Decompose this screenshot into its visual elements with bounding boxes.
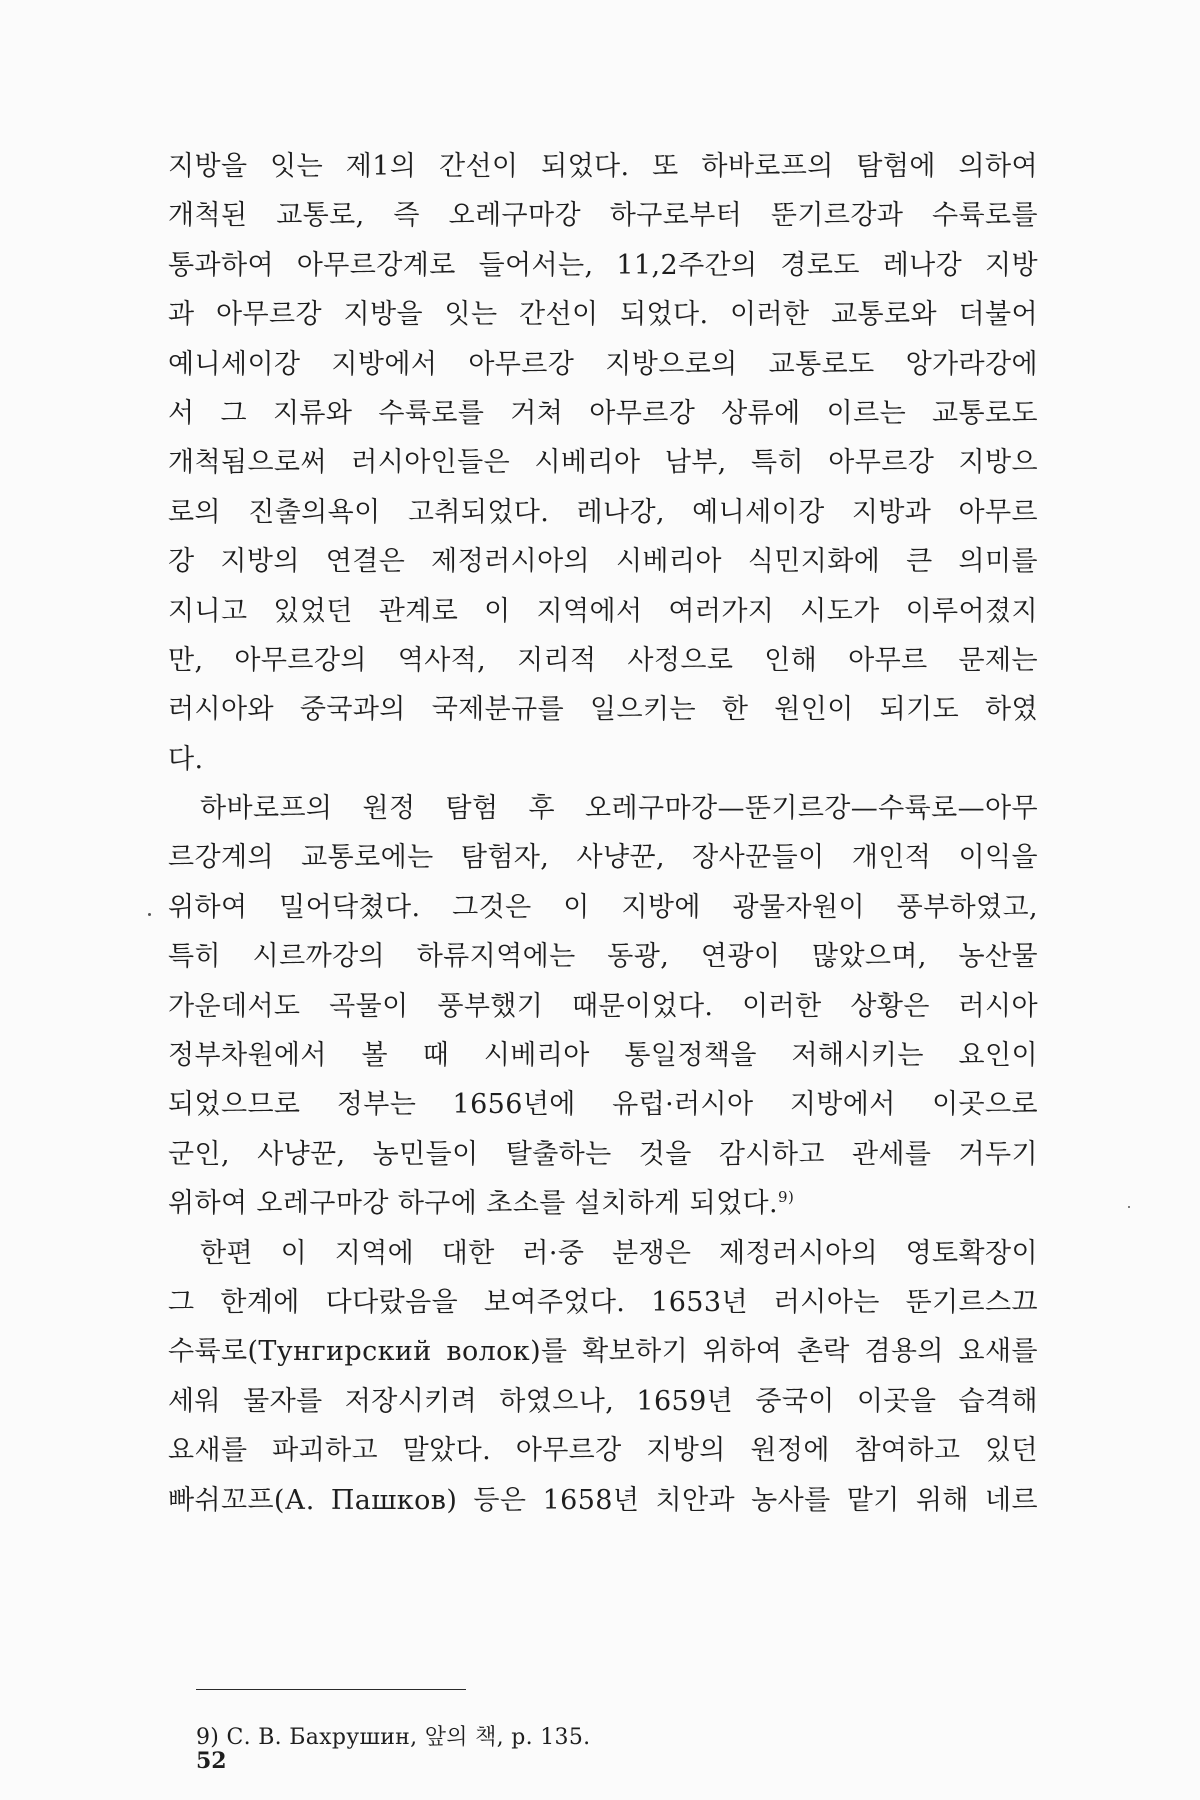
- text-line-with-footnote: [168, 1179, 1038, 1228]
- text-line: 수륙로(Тунгирский волок)를 확보하기 위하여 촌락 겸용의 요새를: [168, 1336, 1038, 1368]
- text-line: 그 한계에 다다랐음을 보여주었다. 1653년 러시아는 뚠기르스끄: [168, 1286, 1038, 1318]
- scan-speck: [148, 913, 151, 916]
- footnote-text: 9) С. В. Бахрушин, 앞의 책, p. 135.: [196, 1725, 591, 1750]
- text-line: 세워 물자를 저장시키려 하였으나, 1659년 중국이 이곳을 습격해: [168, 1385, 1038, 1417]
- text-line: 로의 진출의욕이 고취되었다. 레나강, 예니세이강 지방과 아무르: [168, 496, 1038, 528]
- text-line: 위하여 밀어닥쳤다. 그것은 이 지방에 광물자원이 풍부하였고,: [168, 891, 1038, 923]
- text-line: 과 아무르강 지방을 잇는 간선이 되었다. 이러한 교통로와 더불어: [168, 299, 1038, 331]
- text-line: 개척됨으로써 러시아인들은 시베리아 남부, 특히 아무르강 지방으: [168, 447, 1038, 479]
- text-line: 정부차원에서 볼 때 시베리아 통일정책을 저해시키는 요인이: [168, 1040, 1038, 1072]
- text-line: 위하여 오레구마강 하구에 초소를 설치하게 되었다.: [168, 1188, 779, 1220]
- text-line: 만, 아무르강의 역사적, 지리적 사정으로 인해 아무르 문제는: [168, 644, 1038, 676]
- footnote-reference: 9): [778, 1188, 795, 1207]
- body-text: [168, 142, 1038, 1525]
- text-line: 강 지방의 연결은 제정러시아의 시베리아 식민지화에 큰 의미를: [168, 546, 1038, 578]
- paragraph-start-line: 한편 이 지역에 대한 러·중 분쟁은 제정러시아의 영토확장이: [200, 1237, 1038, 1269]
- text-line: 러시아와 중국과의 국제분규를 일으키는 한 원인이 되기도 하였: [168, 694, 1038, 726]
- text-line: 예니세이강 지방에서 아무르강 지방으로의 교통로도 앙가라강에: [168, 348, 1038, 380]
- text-line: 빠쉬꼬프(А. Пашков) 등은 1658년 치안과 농사를 맡기 위해 네르: [168, 1484, 1038, 1516]
- text-line: 통과하여 아무르강계로 들어서는, 11,2주간의 경로도 레나강 지방: [168, 249, 1038, 281]
- text-line: 특히 시르까강의 하류지역에는 동광, 연광이 많았으며, 농산물: [168, 941, 1038, 973]
- text-line: 지니고 있었던 관계로 이 지역에서 여러가지 시도가 이루어졌지: [168, 595, 1038, 627]
- text-line: 되었으므로 정부는 1656년에 유럽·러시아 지방에서 이곳으로: [168, 1089, 1038, 1121]
- paragraph-start-line: 하바로프의 원정 탐험 후 오레구마강—뚠기르강—수륙로—아무: [200, 793, 1038, 825]
- text-line: 다.: [168, 743, 204, 775]
- text-line: 지방을 잇는 제1의 간선이 되었다. 또 하바로프의 탐험에 의하여: [168, 151, 1038, 182]
- text-line: 가운데서도 곡물이 풍부했기 때문이었다. 이러한 상황은 러시아: [168, 990, 1038, 1022]
- text-line: 르강계의 교통로에는 탐험자, 사냥꾼, 장사꾼들이 개인적 이익을: [168, 842, 1038, 874]
- text-line: 군인, 사냥꾼, 농민들이 탈출하는 것을 감시하고 관세를 거두기: [168, 1138, 1038, 1170]
- scan-speck: [1128, 1206, 1130, 1208]
- text-line: 서 그 지류와 수륙로를 거쳐 아무르강 상류에 이르는 교통로도: [168, 397, 1038, 429]
- page-number: 52: [196, 1748, 227, 1774]
- footnote-divider: [196, 1689, 466, 1690]
- text-line: 개척된 교통로, 즉 오레구마강 하구로부터 뚠기르강과 수륙로를: [168, 200, 1038, 232]
- text-line: 요새를 파괴하고 말았다. 아무르강 지방의 원정에 참여하고 있던: [168, 1435, 1038, 1467]
